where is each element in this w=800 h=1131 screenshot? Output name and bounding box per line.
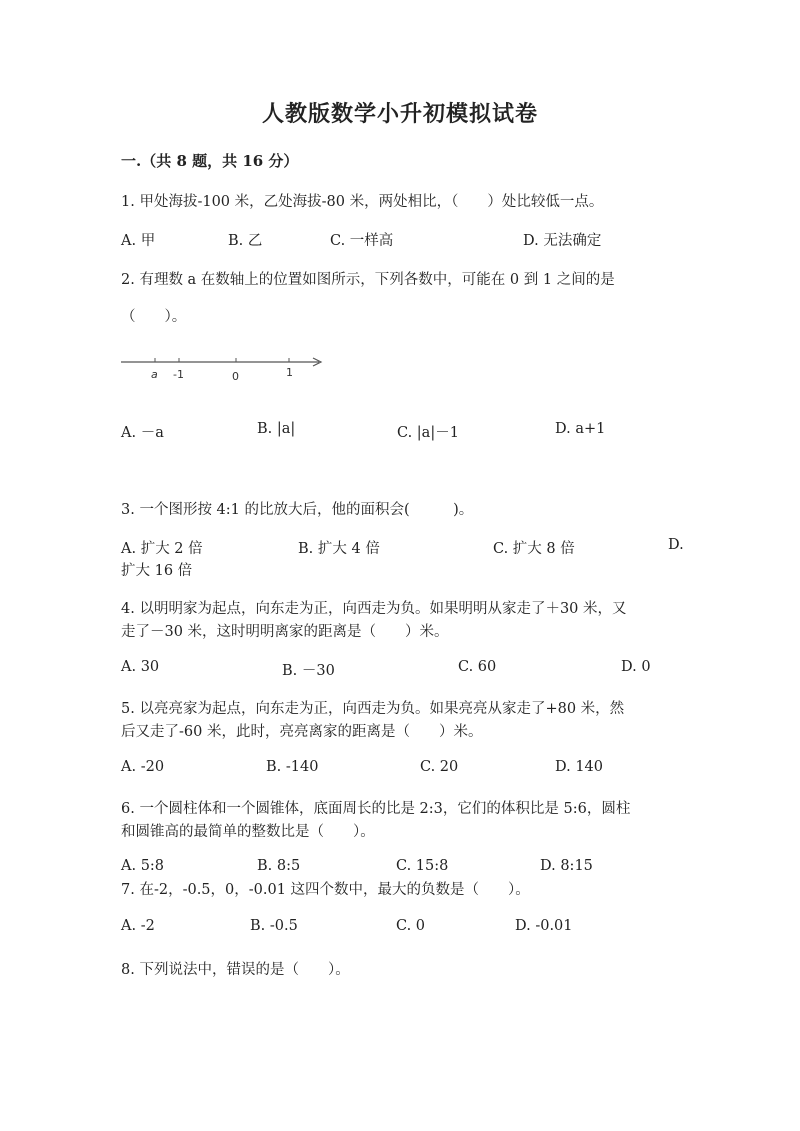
question-6-option-b: B. 8:5 [257, 858, 301, 874]
question-2-option-c: C. |a|－1 [397, 425, 459, 441]
question-4-option-b: B. －30 [282, 663, 335, 679]
question-5-option-d: D. 140 [555, 759, 604, 775]
question-1-option-b: B. 乙 [228, 233, 263, 249]
question-3-option-d-text: 扩大 16 倍 [121, 563, 193, 579]
question-5-stem-line-1: 5. 以亮亮家为起点，向东走为正，向西走为负。如果亮亮从家走了+80 米，然 [121, 701, 625, 717]
question-6-option-c: C. 15:8 [396, 858, 449, 874]
question-7-option-a: A. -2 [121, 918, 155, 934]
question-6-stem-line-1: 6. 一个圆柱体和一个圆锥体，底面周长的比是 2:3，它们的体积比是 5:6，圆柱 [121, 801, 631, 817]
tick-label-a: a [151, 368, 158, 381]
question-1-option-d: D. 无法确定 [523, 233, 602, 249]
tick-label-one: 1 [286, 366, 293, 379]
question-2-option-d: D. a+1 [555, 421, 606, 437]
question-5-option-c: C. 20 [420, 759, 459, 775]
question-2-stem-line-1: 2. 有理数 a 在数轴上的位置如图所示，下列各数中，可能在 0 到 1 之间的是 [121, 272, 615, 288]
question-3-option-c: C. 扩大 8 倍 [493, 541, 575, 557]
question-5-option-b: B. -140 [266, 759, 319, 775]
question-2-stem-line-2: （ ）。 [121, 309, 187, 325]
question-6-option-d: D. 8:15 [540, 858, 593, 874]
number-line-figure [121, 352, 331, 386]
question-4-option-a: A. 30 [121, 659, 160, 675]
question-8-stem: 8. 下列说法中，错误的是（ ）。 [121, 962, 350, 978]
question-4-stem-line-1: 4. 以明明家为起点，向东走为正，向西走为负。如果明明从家走了＋30 米，又 [121, 601, 627, 617]
question-1-stem: 1. 甲处海拔-100 米，乙处海拔-80 米，两处相比，（ ）处比较低一点。 [121, 194, 604, 210]
question-1-option-c: C. 一样高 [330, 233, 394, 249]
question-7-option-c: C. 0 [396, 918, 426, 934]
question-5-option-a: A. -20 [121, 759, 165, 775]
question-2-option-b: B. |a| [257, 421, 296, 437]
question-1-option-a: A. 甲 [121, 233, 156, 249]
question-3-option-a: A. 扩大 2 倍 [121, 541, 203, 557]
question-7-option-d: D. -0.01 [515, 918, 573, 934]
question-4-stem-line-2: 走了－30 米，这时明明离家的距离是（ ）米。 [121, 624, 449, 640]
question-7-stem: 7. 在-2，-0.5，0，-0.01 这四个数中，最大的负数是（ ）。 [121, 882, 530, 898]
question-6-stem-line-2: 和圆锥高的最简单的整数比是（ ）。 [121, 824, 375, 840]
question-5-stem-line-2: 后又走了-60 米，此时，亮亮离家的距离是（ ）米。 [121, 724, 483, 740]
question-6-option-a: A. 5:8 [121, 858, 165, 874]
question-7-option-b: B. -0.5 [250, 918, 298, 934]
tick-label-zero: 0 [232, 370, 239, 383]
question-4-option-c: C. 60 [458, 659, 497, 675]
question-3-option-d: D. [668, 537, 684, 553]
question-4-option-d: D. 0 [621, 659, 651, 675]
page-title: 人教版数学小升初模拟试卷 [261, 101, 538, 127]
question-2-option-a: A. －a [121, 425, 164, 441]
tick-label-minus-one: -1 [173, 368, 184, 381]
question-3-option-b: B. 扩大 4 倍 [298, 541, 380, 557]
section-heading: 一.（共 8 题，共 16 分） [121, 152, 299, 170]
question-3-stem: 3. 一个图形按 4:1 的比放大后，他的面积会( )。 [121, 502, 474, 518]
